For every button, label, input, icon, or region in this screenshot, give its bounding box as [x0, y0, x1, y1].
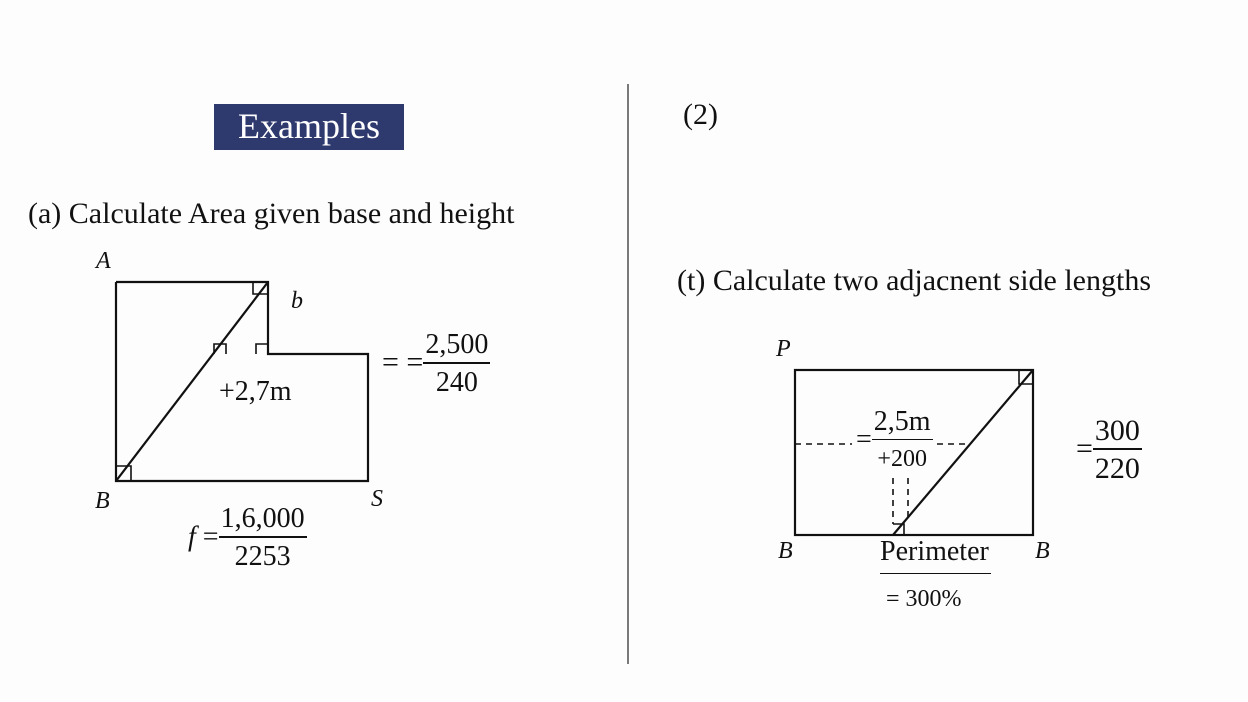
vertex-label-b: b	[291, 288, 303, 314]
inner-length-label: +2,7m	[219, 376, 292, 407]
left-equation-bottom	[188, 502, 307, 576]
equals-sign: = =	[382, 345, 424, 379]
fraction	[1093, 414, 1142, 488]
denominator: +200	[877, 446, 927, 472]
variable-f: f	[188, 521, 196, 553]
vertex-label-b-left: B	[778, 538, 793, 564]
vertex-label-a: A	[96, 248, 111, 274]
panel-divider	[627, 84, 629, 664]
fraction	[423, 328, 490, 402]
right-heading: (t) Calculate two adjacnent side lengths	[677, 264, 1152, 297]
perimeter-value: = 300%	[886, 586, 962, 612]
numerator: 300	[1093, 414, 1142, 450]
left-heading: (a) Calculate Area given base and height	[28, 197, 515, 230]
right-equation	[1076, 414, 1142, 488]
numerator: 2,5m	[872, 405, 933, 440]
perimeter-text: Perimeter	[880, 535, 991, 574]
denominator: 2253	[234, 541, 291, 572]
denominator: 240	[435, 367, 478, 398]
numerator: 2,500	[423, 328, 490, 364]
examples-banner: Examples	[214, 104, 404, 150]
inner-equation	[856, 405, 933, 478]
vertex-label-b-right: B	[1035, 538, 1050, 564]
example-number: (2)	[683, 98, 718, 131]
equals-sign: =	[856, 423, 872, 455]
left-equation-right	[382, 328, 490, 402]
perimeter-label	[880, 535, 991, 574]
vertex-label-s: S	[371, 486, 383, 512]
fraction	[872, 405, 933, 478]
numerator: 1,6,000	[219, 502, 307, 538]
vertex-label-p: P	[776, 336, 791, 362]
equals-sign: =	[1076, 431, 1093, 465]
equals-sign: =	[202, 521, 219, 553]
denominator: 220	[1094, 452, 1140, 485]
vertex-label-b-upper: B	[95, 488, 110, 514]
fraction	[219, 502, 307, 576]
